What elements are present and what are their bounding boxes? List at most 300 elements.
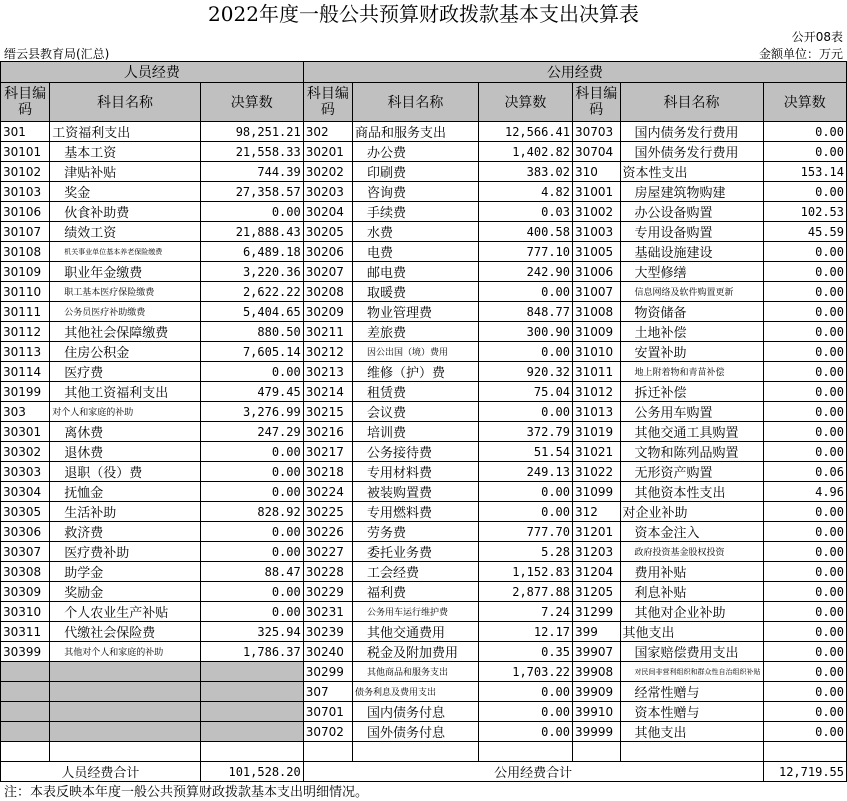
- amount: 0.00: [478, 282, 572, 302]
- subject-name: 资本性支出: [620, 162, 763, 182]
- subject-name: 职业年金缴费: [50, 262, 201, 282]
- subject-name: [50, 722, 201, 742]
- amount: 1,703.22: [478, 662, 572, 682]
- table-row: [1, 442, 847, 462]
- subject-code: 30231: [303, 602, 352, 622]
- amount: 0.00: [763, 722, 847, 742]
- subject-code: [1, 662, 50, 682]
- subject-name: 其他支出: [620, 622, 763, 642]
- section-personnel: 人员经费: [1, 62, 304, 83]
- subject-code: 30206: [303, 242, 352, 262]
- subject-name: 维修（护）费: [353, 362, 479, 382]
- subject-name: 其他交通费用: [353, 622, 479, 642]
- subject-name: 被装购置费: [353, 482, 479, 502]
- col-amount: 决算数: [763, 83, 847, 122]
- amount: 4.96: [763, 482, 847, 502]
- subject-name: 专用燃料费: [353, 502, 479, 522]
- amount: 0.00: [763, 242, 847, 262]
- subject-code: 30108: [1, 242, 50, 262]
- subject-name: 对企业补助: [620, 502, 763, 522]
- subject-code: 30203: [303, 182, 352, 202]
- section-public: 公用经费: [303, 62, 846, 83]
- amount: 0.00: [200, 582, 303, 602]
- subject-name: 公务用车运行维护费: [353, 602, 479, 622]
- subject-name: 对民间非营利组织和群众性自治组织补贴: [620, 662, 763, 682]
- subject-name: 委托业务费: [353, 542, 479, 562]
- amount: 0.00: [200, 442, 303, 462]
- amount: 75.04: [478, 382, 572, 402]
- subject-code: 30310: [1, 602, 50, 622]
- amount: 0.00: [763, 522, 847, 542]
- subject-code: 30207: [303, 262, 352, 282]
- amount: 0.00: [200, 202, 303, 222]
- subject-code: 39909: [573, 682, 620, 702]
- subject-code: 30311: [1, 622, 50, 642]
- subject-name: 机关事业单位基本养老保险缴费: [50, 242, 201, 262]
- subject-name: 会议费: [353, 402, 479, 422]
- amount: 383.02: [478, 162, 572, 182]
- subject-name: 个人农业生产补贴: [50, 602, 201, 622]
- subject-code: 307: [303, 682, 352, 702]
- section-header-row: [1, 62, 847, 83]
- amount: [200, 682, 303, 702]
- subject-code: 312: [573, 502, 620, 522]
- subject-code: 30110: [1, 282, 50, 302]
- amount: 0.00: [763, 322, 847, 342]
- subject-code: 30240: [303, 642, 352, 662]
- table-row: [1, 462, 847, 482]
- amount: 0.00: [763, 302, 847, 322]
- public-total-label: 公用经费合计: [303, 762, 763, 782]
- amount: 7.24: [478, 602, 572, 622]
- subject-code: 30107: [1, 222, 50, 242]
- table-row: [1, 662, 847, 682]
- subject-name: 物资储备: [620, 302, 763, 322]
- table-row: [1, 402, 847, 422]
- subject-code: 30111: [1, 302, 50, 322]
- amount: [200, 722, 303, 742]
- subject-name: 国家赔偿费用支出: [620, 642, 763, 662]
- table-row: [1, 582, 847, 602]
- subject-name: 租赁费: [353, 382, 479, 402]
- subject-code: [1, 722, 50, 742]
- amount: 0.00: [763, 502, 847, 522]
- subject-name: 医疗费补助: [50, 542, 201, 562]
- subject-code: 30112: [1, 322, 50, 342]
- subject-name: 基本工资: [50, 142, 201, 162]
- amount: 0.00: [763, 262, 847, 282]
- subject-code: 31006: [573, 262, 620, 282]
- amount: 0.00: [763, 362, 847, 382]
- subject-name: 其他对企业补助: [620, 602, 763, 622]
- table-row: [1, 142, 847, 162]
- subject-name: 公务接待费: [353, 442, 479, 462]
- amount: 21,888.43: [200, 222, 303, 242]
- subject-code: 30399: [1, 642, 50, 662]
- subject-code: 30216: [303, 422, 352, 442]
- subject-code: 39910: [573, 702, 620, 722]
- col-name: 科目名称: [50, 83, 201, 122]
- amount: 0.00: [478, 682, 572, 702]
- subject-code: 31007: [573, 282, 620, 302]
- amount: 372.79: [478, 422, 572, 442]
- subject-code: 399: [573, 622, 620, 642]
- subject-name: 退职（役）费: [50, 462, 201, 482]
- subject-name: 国内债务付息: [353, 702, 479, 722]
- subject-name: [620, 742, 763, 762]
- amount: 0.00: [763, 342, 847, 362]
- amount: 5.28: [478, 542, 572, 562]
- table-row: [1, 502, 847, 522]
- subject-name: 利息补贴: [620, 582, 763, 602]
- amount: 777.70: [478, 522, 572, 542]
- table-row: [1, 602, 847, 622]
- subject-code: 30309: [1, 582, 50, 602]
- subject-name: 其他社会保障缴费: [50, 322, 201, 342]
- table-row: [1, 382, 847, 402]
- subject-name: 福利费: [353, 582, 479, 602]
- subject-name: 资本性赠与: [620, 702, 763, 722]
- col-name: 科目名称: [620, 83, 763, 122]
- subject-name: 其他交通工具购置: [620, 422, 763, 442]
- subject-name: 津贴补贴: [50, 162, 201, 182]
- table-row: [1, 722, 847, 742]
- subject-name: 物业管理费: [353, 302, 479, 322]
- amount: 0.00: [763, 382, 847, 402]
- amount: 0.35: [478, 642, 572, 662]
- amount: 0.00: [478, 342, 572, 362]
- subject-code: 31201: [573, 522, 620, 542]
- amount: 848.77: [478, 302, 572, 322]
- col-code: 科目编码: [573, 83, 620, 122]
- amount: [478, 742, 572, 762]
- subject-name: 劳务费: [353, 522, 479, 542]
- personnel-total-label: 人员经费合计: [1, 762, 201, 782]
- subject-name: 其他资本性支出: [620, 482, 763, 502]
- subject-code: 30103: [1, 182, 50, 202]
- subject-code: 30205: [303, 222, 352, 242]
- table-row: [1, 262, 847, 282]
- subject-code: 30217: [303, 442, 352, 462]
- table-row: [1, 422, 847, 442]
- subject-name: 债务利息及费用支出: [353, 682, 479, 702]
- subject-name: [50, 742, 201, 762]
- subject-name: 经常性赠与: [620, 682, 763, 702]
- subject-code: 30701: [303, 702, 352, 722]
- subject-name: 代缴社会保险费: [50, 622, 201, 642]
- amount: 0.06: [763, 462, 847, 482]
- amount: 0.00: [200, 522, 303, 542]
- subject-code: [1, 702, 50, 722]
- table-row: [1, 322, 847, 342]
- subject-code: 31013: [573, 402, 620, 422]
- subject-name: 其他对个人和家庭的补助: [50, 642, 201, 662]
- amount: 2,622.22: [200, 282, 303, 302]
- table-row: [1, 162, 847, 182]
- amount: 27,358.57: [200, 182, 303, 202]
- table-row: [1, 202, 847, 222]
- subject-name: 政府投资基金股权投资: [620, 542, 763, 562]
- column-header-row: [1, 83, 847, 122]
- table-row: [1, 522, 847, 542]
- amount: 0.00: [478, 502, 572, 522]
- subject-code: 30211: [303, 322, 352, 342]
- subject-code: 30228: [303, 562, 352, 582]
- subject-code: 30109: [1, 262, 50, 282]
- totals-row: [1, 762, 847, 782]
- subject-name: [50, 662, 201, 682]
- amount: 0.00: [763, 682, 847, 702]
- subject-code: 30201: [303, 142, 352, 162]
- footnote: 注：本表反映本年度一般公共预算财政拨款基本支出明细情况。: [4, 785, 369, 800]
- subject-code: 30225: [303, 502, 352, 522]
- subject-name: 大型修缮: [620, 262, 763, 282]
- subject-name: 房屋建筑物购建: [620, 182, 763, 202]
- subject-name: 救济费: [50, 522, 201, 542]
- subject-code: [303, 742, 352, 762]
- amount: 153.14: [763, 162, 847, 182]
- subject-name: 文物和陈列品购置: [620, 442, 763, 462]
- subject-name: 生活补助: [50, 502, 201, 522]
- subject-name: 办公费: [353, 142, 479, 162]
- subject-name: 工会经费: [353, 562, 479, 582]
- table-row: [1, 642, 847, 662]
- subject-code: 30202: [303, 162, 352, 182]
- amount: 2,877.88: [478, 582, 572, 602]
- subject-name: 办公设备购置: [620, 202, 763, 222]
- subject-code: [573, 742, 620, 762]
- subject-code: 30226: [303, 522, 352, 542]
- form-number: 公开08表: [791, 30, 843, 44]
- subject-code: 39908: [573, 662, 620, 682]
- subject-code: 39907: [573, 642, 620, 662]
- subject-code: 302: [303, 122, 352, 142]
- amount: 880.50: [200, 322, 303, 342]
- subject-name: 工资福利支出: [50, 122, 201, 142]
- subject-name: 医疗费: [50, 362, 201, 382]
- amount: 1,402.82: [478, 142, 572, 162]
- amount: 0.00: [763, 442, 847, 462]
- amount: [200, 662, 303, 682]
- amount-unit: 金额单位：万元: [758, 47, 843, 61]
- subject-code: 30204: [303, 202, 352, 222]
- subject-name: 其他工资福利支出: [50, 382, 201, 402]
- subject-code: 30215: [303, 402, 352, 422]
- amount: 0.00: [478, 722, 572, 742]
- subject-name: 职工基本医疗保险缴费: [50, 282, 201, 302]
- subject-name: 其他支出: [620, 722, 763, 742]
- subject-name: 水费: [353, 222, 479, 242]
- subject-name: 国外债务付息: [353, 722, 479, 742]
- amount: 0.00: [763, 422, 847, 442]
- subject-code: 30229: [303, 582, 352, 602]
- subject-code: 30704: [573, 142, 620, 162]
- subject-code: 30209: [303, 302, 352, 322]
- subject-code: 30212: [303, 342, 352, 362]
- personnel-total-value: 101,528.20: [200, 762, 303, 782]
- amount: 0.00: [763, 662, 847, 682]
- amount: 0.00: [763, 562, 847, 582]
- table-row: [1, 702, 847, 722]
- col-name: 科目名称: [353, 83, 479, 122]
- table-row: [1, 562, 847, 582]
- subject-name: 培训费: [353, 422, 479, 442]
- amount: 3,220.36: [200, 262, 303, 282]
- amount: 0.00: [763, 622, 847, 642]
- subject-name: 奖金: [50, 182, 201, 202]
- subject-code: 30218: [303, 462, 352, 482]
- subject-name: 伙食补助费: [50, 202, 201, 222]
- table-row: [1, 682, 847, 702]
- subject-code: 30702: [303, 722, 352, 742]
- col-amount: 决算数: [478, 83, 572, 122]
- subject-name: 专用设备购置: [620, 222, 763, 242]
- subject-code: 31019: [573, 422, 620, 442]
- amount: 242.90: [478, 262, 572, 282]
- subject-code: 31022: [573, 462, 620, 482]
- subject-code: 30305: [1, 502, 50, 522]
- subject-name: 电费: [353, 242, 479, 262]
- amount: 0.00: [200, 482, 303, 502]
- subject-code: 30303: [1, 462, 50, 482]
- subject-name: 手续费: [353, 202, 479, 222]
- amount: 88.47: [200, 562, 303, 582]
- amount: 3,276.99: [200, 402, 303, 422]
- subject-code: 31203: [573, 542, 620, 562]
- amount: 400.58: [478, 222, 572, 242]
- table-row: [1, 222, 847, 242]
- subject-name: [353, 742, 479, 762]
- subject-name: 国内债务发行费用: [620, 122, 763, 142]
- table-row: [1, 122, 847, 142]
- subject-name: 信息网络及软件购置更新: [620, 282, 763, 302]
- col-amount: 决算数: [200, 83, 303, 122]
- subject-code: 301: [1, 122, 50, 142]
- amount: 0.00: [763, 122, 847, 142]
- subject-code: [1, 682, 50, 702]
- table-row: [1, 482, 847, 502]
- subject-name: 因公出国（境）费用: [353, 342, 479, 362]
- subject-code: 30214: [303, 382, 352, 402]
- subject-name: 费用补贴: [620, 562, 763, 582]
- subject-code: 30101: [1, 142, 50, 162]
- table-row: [1, 622, 847, 642]
- amount: 45.59: [763, 222, 847, 242]
- amount: 0.03: [478, 202, 572, 222]
- subject-name: 其他商品和服务支出: [353, 662, 479, 682]
- subject-code: 30703: [573, 122, 620, 142]
- amount: 0.00: [763, 182, 847, 202]
- amount: 1,152.83: [478, 562, 572, 582]
- subject-name: 咨询费: [353, 182, 479, 202]
- subject-code: 30208: [303, 282, 352, 302]
- subject-name: 邮电费: [353, 262, 479, 282]
- amount: 325.94: [200, 622, 303, 642]
- amount: 0.00: [763, 542, 847, 562]
- table-row: [1, 302, 847, 322]
- subject-code: 303: [1, 402, 50, 422]
- subject-code: 30102: [1, 162, 50, 182]
- col-code: 科目编码: [303, 83, 352, 122]
- amount: 12.17: [478, 622, 572, 642]
- subject-code: 30199: [1, 382, 50, 402]
- unit-name: 缙云县教育局(汇总): [4, 47, 110, 61]
- subject-name: [50, 682, 201, 702]
- amount: [200, 702, 303, 722]
- subject-name: 税金及附加费用: [353, 642, 479, 662]
- subject-name: 对个人和家庭的补助: [50, 402, 201, 422]
- amount: 0.00: [200, 542, 303, 562]
- subject-name: [50, 702, 201, 722]
- amount: 51.54: [478, 442, 572, 462]
- subject-code: 30302: [1, 442, 50, 462]
- subject-name: 地上附着物和青苗补偿: [620, 362, 763, 382]
- subject-code: 31009: [573, 322, 620, 342]
- public-total-value: 12,719.55: [763, 762, 847, 782]
- subject-name: 离休费: [50, 422, 201, 442]
- amount: 0.00: [763, 702, 847, 722]
- amount: 21,558.33: [200, 142, 303, 162]
- amount: 0.00: [200, 462, 303, 482]
- subject-name: 商品和服务支出: [353, 122, 479, 142]
- subject-name: 拆迁补偿: [620, 382, 763, 402]
- amount: 7,605.14: [200, 342, 303, 362]
- amount: 0.00: [200, 362, 303, 382]
- amount: 6,489.18: [200, 242, 303, 262]
- amount: 0.00: [763, 602, 847, 622]
- subject-code: 30213: [303, 362, 352, 382]
- subject-name: 抚恤金: [50, 482, 201, 502]
- subject-code: 310: [573, 162, 620, 182]
- amount: 0.00: [763, 282, 847, 302]
- subject-name: 公务员医疗补助缴费: [50, 302, 201, 322]
- subject-code: 31299: [573, 602, 620, 622]
- amount: 1,786.37: [200, 642, 303, 662]
- subject-name: 基础设施建设: [620, 242, 763, 262]
- subject-name: 退休费: [50, 442, 201, 462]
- subject-code: 31204: [573, 562, 620, 582]
- subject-code: 31008: [573, 302, 620, 322]
- subject-code: 31011: [573, 362, 620, 382]
- table-row: [1, 542, 847, 562]
- amount: 777.10: [478, 242, 572, 262]
- subject-code: 31099: [573, 482, 620, 502]
- amount: 828.92: [200, 502, 303, 522]
- subject-name: 绩效工资: [50, 222, 201, 242]
- subject-name: 国外债务发行费用: [620, 142, 763, 162]
- subject-code: 30301: [1, 422, 50, 442]
- table-row: [1, 282, 847, 302]
- col-code: 科目编码: [1, 83, 50, 122]
- subject-code: 31003: [573, 222, 620, 242]
- table-row: [1, 182, 847, 202]
- amount: 98,251.21: [200, 122, 303, 142]
- report-title: 2022年度一般公共预算财政拨款基本支出决算表: [208, 2, 639, 26]
- subject-name: 公务用车购置: [620, 402, 763, 422]
- subject-code: 30224: [303, 482, 352, 502]
- subject-code: 30308: [1, 562, 50, 582]
- amount: 5,404.65: [200, 302, 303, 322]
- subject-name: 专用材料费: [353, 462, 479, 482]
- subject-code: 30106: [1, 202, 50, 222]
- amount: 0.00: [478, 482, 572, 502]
- amount: 249.13: [478, 462, 572, 482]
- subject-code: 30239: [303, 622, 352, 642]
- subject-code: [1, 742, 50, 762]
- amount: 0.00: [478, 402, 572, 422]
- amount: 0.00: [763, 582, 847, 602]
- amount: 479.45: [200, 382, 303, 402]
